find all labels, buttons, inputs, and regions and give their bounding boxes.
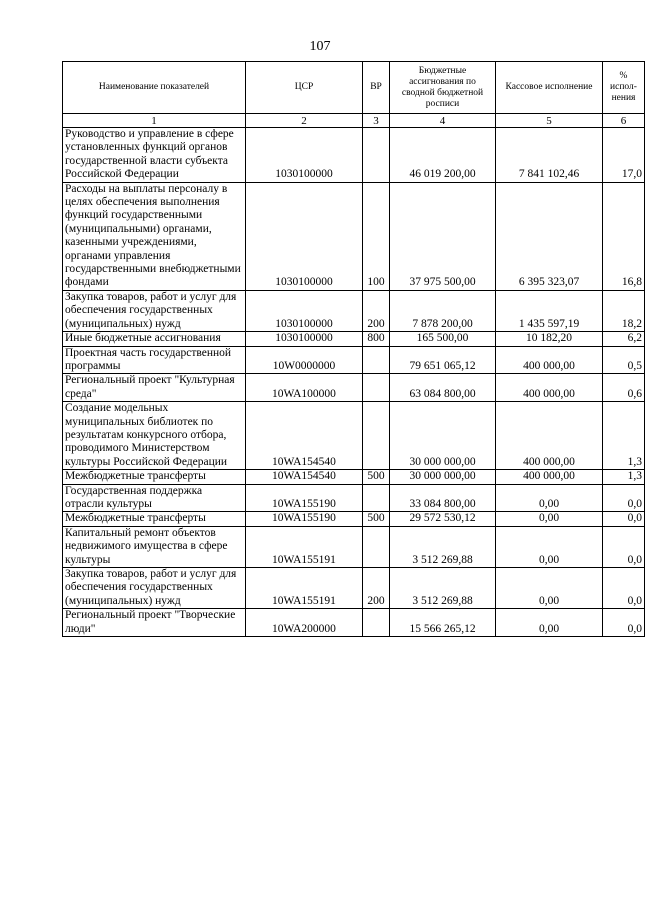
table-row [63, 512, 645, 526]
row-name: Межбюджетные трансферты [63, 512, 246, 526]
row-csr: 10W0000000 [246, 346, 363, 374]
row-percent: 0,5 [603, 346, 645, 374]
row-percent: 6,2 [603, 332, 645, 346]
row-execution: 10 182,20 [496, 332, 603, 346]
column-number: 1 [63, 114, 246, 128]
row-name: Капитальный ремонт объектов недвижимого имущества в сфере культуры [63, 526, 246, 567]
row-vr [363, 526, 390, 567]
row-allocations: 15 566 265,12 [390, 609, 496, 637]
table-row [63, 290, 645, 331]
row-csr: 10WA200000 [246, 609, 363, 637]
row-execution: 0,00 [496, 568, 603, 609]
row-csr: 1030100000 [246, 182, 363, 290]
header-execution: Кассовое исполнение [496, 62, 603, 114]
row-allocations: 3 512 269,88 [390, 568, 496, 609]
table-row [63, 568, 645, 609]
table-row [63, 470, 645, 484]
column-number: 6 [603, 114, 645, 128]
row-execution: 1 435 597,19 [496, 290, 603, 331]
row-allocations: 30 000 000,00 [390, 470, 496, 484]
row-vr [363, 128, 390, 183]
row-allocations: 165 500,00 [390, 332, 496, 346]
header-csr: ЦСР [246, 62, 363, 114]
row-allocations: 7 878 200,00 [390, 290, 496, 331]
row-allocations: 63 084 800,00 [390, 374, 496, 402]
row-allocations: 33 084 800,00 [390, 484, 496, 512]
header-vr: ВР [363, 62, 390, 114]
column-number: 5 [496, 114, 603, 128]
row-csr: 10WA155191 [246, 568, 363, 609]
row-allocations: 46 019 200,00 [390, 128, 496, 183]
row-name: Расходы на выплаты персоналу в целях обеспечения выполнения функций государственными (муниципальными) органами, казенными учреждениями, органами управления государственными внебюджетными фондами [63, 182, 246, 290]
row-name: Создание модельных муниципальных библиотек по результатам конкурсного отбора, проводимого Министерством культуры Российской Федерации [63, 402, 246, 470]
row-percent: 0,0 [603, 484, 645, 512]
row-percent: 0,0 [603, 609, 645, 637]
row-name: Проектная часть государственной программы [63, 346, 246, 374]
row-execution: 7 841 102,46 [496, 128, 603, 183]
row-name: Закупка товаров, работ и услуг для обеспечения государственных (муниципальных) нужд [63, 290, 246, 331]
row-vr [363, 374, 390, 402]
table-row [63, 526, 645, 567]
row-csr: 10WA154540 [246, 402, 363, 470]
budget-execution-table [62, 61, 645, 637]
column-number-row [63, 114, 645, 128]
row-execution: 400 000,00 [496, 374, 603, 402]
row-execution: 0,00 [496, 609, 603, 637]
row-vr [363, 484, 390, 512]
table-header-row [63, 62, 645, 114]
row-percent: 18,2 [603, 290, 645, 331]
column-number: 2 [246, 114, 363, 128]
row-allocations: 3 512 269,88 [390, 526, 496, 567]
row-name: Региональный проект "Творческие люди" [63, 609, 246, 637]
row-percent: 17,0 [603, 128, 645, 183]
row-execution: 0,00 [496, 484, 603, 512]
table-row [63, 402, 645, 470]
row-percent: 0,6 [603, 374, 645, 402]
row-execution: 0,00 [496, 512, 603, 526]
column-number: 4 [390, 114, 496, 128]
row-percent: 0,0 [603, 512, 645, 526]
row-percent: 1,3 [603, 402, 645, 470]
row-vr [363, 346, 390, 374]
table-row [63, 346, 645, 374]
table-row [63, 609, 645, 637]
row-allocations: 30 000 000,00 [390, 402, 496, 470]
table-row [63, 374, 645, 402]
row-execution: 6 395 323,07 [496, 182, 603, 290]
row-vr: 800 [363, 332, 390, 346]
row-name: Иные бюджетные ассигнования [63, 332, 246, 346]
header-percent: % испол-нения [603, 62, 645, 114]
row-vr: 500 [363, 512, 390, 526]
row-execution: 400 000,00 [496, 402, 603, 470]
row-csr: 10WA155191 [246, 526, 363, 567]
row-vr: 500 [363, 470, 390, 484]
table-row [63, 484, 645, 512]
row-vr: 200 [363, 568, 390, 609]
row-execution: 400 000,00 [496, 470, 603, 484]
row-execution: 400 000,00 [496, 346, 603, 374]
row-percent: 1,3 [603, 470, 645, 484]
row-vr: 100 [363, 182, 390, 290]
row-csr: 1030100000 [246, 128, 363, 183]
row-csr: 10WA154540 [246, 470, 363, 484]
table-row [63, 332, 645, 346]
row-name: Региональный проект "Культурная среда" [63, 374, 246, 402]
row-name: Межбюджетные трансферты [63, 470, 246, 484]
row-name: Государственная поддержка отрасли культуры [63, 484, 246, 512]
row-csr: 10WA100000 [246, 374, 363, 402]
row-allocations: 37 975 500,00 [390, 182, 496, 290]
header-allocations: Бюджетные ассигнования по сводной бюджетной росписи [390, 62, 496, 114]
page-number: 107 [309, 39, 331, 54]
row-percent: 0,0 [603, 526, 645, 567]
row-csr: 10WA155190 [246, 484, 363, 512]
header-name: Наименование показателей [63, 62, 246, 114]
table-row [63, 128, 645, 183]
row-name: Закупка товаров, работ и услуг для обеспечения государственных (муниципальных) нужд [63, 568, 246, 609]
row-execution: 0,00 [496, 526, 603, 567]
row-percent: 0,0 [603, 568, 645, 609]
row-vr [363, 402, 390, 470]
row-vr [363, 609, 390, 637]
row-csr: 10WA155190 [246, 512, 363, 526]
row-percent: 16,8 [603, 182, 645, 290]
row-allocations: 79 651 065,12 [390, 346, 496, 374]
row-vr: 200 [363, 290, 390, 331]
row-csr: 1030100000 [246, 290, 363, 331]
row-name: Руководство и управление в сфере установленных функций органов государственной власти субъекта Российской Федерации [63, 128, 246, 183]
table-row [63, 182, 645, 290]
row-allocations: 29 572 530,12 [390, 512, 496, 526]
row-csr: 1030100000 [246, 332, 363, 346]
column-number: 3 [363, 114, 390, 128]
